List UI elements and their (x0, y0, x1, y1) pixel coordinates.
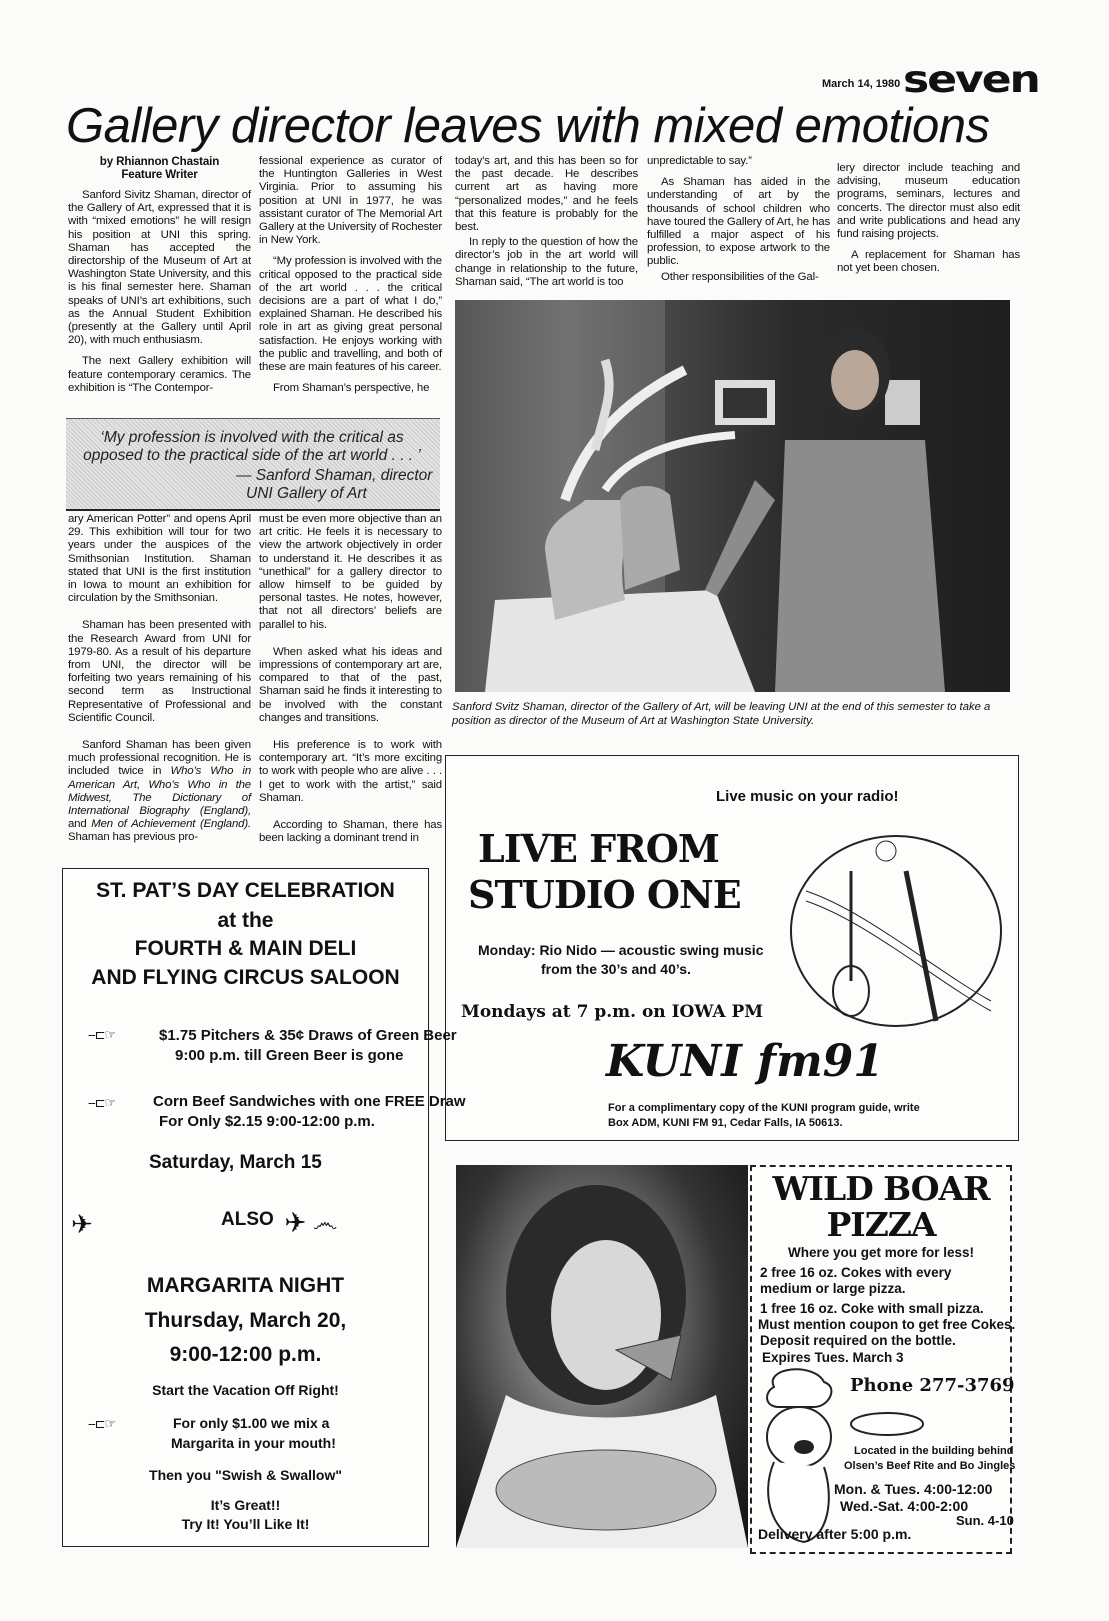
broadcast-schedule: Mondays at 7 p.m. on IOWA PM (461, 1002, 764, 1022)
pointing-hand-icon: --⊏☞ (88, 1095, 116, 1110)
program-line-1: Monday: Rio Nido — acoustic swing music (478, 942, 764, 958)
book-title: Men of Achievement (England). (91, 818, 251, 831)
book-titles: Who’s Who in American Art, Who’s Who in the Midwest, The Dictionary of International Biography (England), (68, 765, 252, 818)
phone-number: Phone 277-3769 (850, 1375, 1015, 1396)
st-pats-day-ad (62, 868, 466, 1547)
also-label: ALSO (221, 1209, 274, 1230)
paragraph: must be even more objective than an art critic. He feels it is necessary to view the artwork objectively in order to understand it. He describes it as “unethical” for a gallery director to allow himself to be guided by personal tastes. He notes, however, that not all directors’ beliefs are parallel to his. (259, 513, 442, 631)
pointing-hand-icon: --⊏☞ (88, 1416, 116, 1431)
article-column-2-continued (259, 513, 442, 853)
wild-boar-pizza-ad (750, 1165, 1016, 1554)
hours-mon-tue: Mon. & Tues. 4:00-12:00 (834, 1481, 993, 1497)
offer-2: 1 free 16 oz. Coke with small pizza. (760, 1301, 984, 1316)
musicians-illustration (786, 831, 1006, 1031)
paragraph: The next Gallery exhibition will feature contemporary ceramics. The exhibition is “The Contempor- (68, 355, 251, 394)
chef-pig-illustration (754, 1367, 854, 1547)
article-column-1 (68, 155, 251, 403)
paragraph: today’s art, and this has been so for the past decade. He describes current art as having more “personalized modes,” and he feels that this feature is probably for the best. (455, 155, 638, 234)
photo-caption: Sanford Svitz Shaman, director of the Gallery of Art, will be leaving UNI at the end of this semester to take a position as director of the Museum of Art at Washington State University. (452, 701, 991, 727)
event-title-at: at the (217, 909, 274, 932)
article-column-4 (647, 155, 830, 292)
paragraph: When asked what his ideas and impressions of contemporary art are, compared to that of the past, Shaman said he finds it interesting to be involved with the constant changes and transitions. (259, 645, 442, 724)
text: Shaman has previous pro- (68, 831, 198, 844)
hours-sun: Sun. 4-10 (956, 1513, 1014, 1528)
text: Sanford Shaman has been given much professional recognition. He is included twice in (68, 739, 251, 778)
pull-quote-affiliation: UNI Gallery of Art (246, 485, 367, 502)
location-line-2: Olsen’s Beef Rite and Bo Jingles (844, 1460, 1016, 1472)
paragraph: ary American Potter” and opens April 29. This exhibition will tour for two years under the auspices of the Smithsonian Institution. Shaman stated that UNI is the first institution in Iowa to mount an exhibition for circulation by the Smithsonian. (68, 513, 251, 605)
paragraph: Sanford Sivitz Shaman, director of the Gallery of Art, expressed that it is with “mixed emotions” he will resign his position at UNI this spring. Shaman has accepted the directorship of the Museum of Art at Washington State University, and this is his final semester here. Shaman speaks of UNI’s art exhibitions, such as the Annual Student Exhibition (presently at the Gallery until April 20), with much enthusiasm. (68, 189, 251, 347)
paragraph: From Shaman’s perspective, he (273, 382, 430, 395)
article-photo (455, 300, 1010, 692)
paragraph: In reply to the question of how the director’s job in the art world will change in relationship to the future, Shaman said, “The art world is too (455, 236, 638, 288)
paragraph: A replacement for Shaman has not yet been chosen. (837, 249, 1020, 275)
try-it: Try It! You’ll Like It! (181, 1516, 310, 1532)
article-column-3 (455, 155, 638, 297)
venue-line-1: FOURTH & MAIN DELI (134, 937, 357, 960)
woman-eating-pizza-image (456, 1165, 748, 1548)
paragraph: His preference is to work with contemporary art. “It’s more exciting to work with people who are alive . . . I get to work with the artist,” said Shaman. (259, 739, 442, 804)
photo-illustration (455, 300, 1010, 692)
its-great: It’s Great!! (210, 1497, 281, 1513)
swish-line: Then you "Swish & Swallow" (149, 1467, 342, 1483)
station-name: KUNI fm91 (606, 1036, 884, 1087)
paragraph: unpredictable to say.” (647, 155, 752, 167)
offer-1: 2 free 16 oz. Cokes with every (760, 1265, 952, 1280)
expiry: Expires Tues. March 3 (762, 1350, 904, 1365)
date-2: Thursday, March 20, (144, 1309, 347, 1332)
deal-3: For only $1.00 we mix a (173, 1415, 330, 1431)
pizza-ad-photo (456, 1165, 748, 1548)
deal-1-time: 9:00 p.m. till Green Beer is gone (175, 1047, 404, 1064)
offer-1-line-2: medium or large pizza. (760, 1281, 906, 1296)
section-logo: seven (903, 58, 1039, 102)
article-column-1-continued (68, 513, 251, 853)
venue-line-2: AND FLYING CIRCUS SALOON (91, 966, 400, 989)
pull-quote-attribution: — Sanford Shaman, director (236, 467, 433, 484)
paragraph: Other responsibilities of the Gal- (661, 270, 819, 283)
deposit-note: Deposit required on the bottle. (760, 1333, 956, 1348)
ad-footer-line-2: Box ADM, KUNI FM 91, Cedar Falls, IA 50613. (608, 1117, 843, 1129)
pointing-hand-icon: --⊏☞ (88, 1027, 116, 1042)
headline: Gallery director leaves with mixed emotions (66, 99, 990, 153)
paragraph: Shaman has been presented with the Research Award from UNI for 1979-80. As a result of his departure from UNI, the director will be forfeiting two years remaining of his second term as Instructional Representative of Professional and Scientific Council. (68, 619, 251, 724)
pizza-icon (847, 1399, 927, 1439)
restaurant-name-line-1: WILD BOAR (772, 1169, 990, 1208)
restaurant-name-line-2: PIZZA (826, 1205, 936, 1244)
ad-title-line-1: LIVE FROM (478, 826, 719, 871)
vacation-slogan: Start the Vacation Off Right! (152, 1382, 339, 1398)
deal-3-line-2: Margarita in your mouth! (171, 1435, 336, 1451)
kuni-radio-ad (445, 755, 1019, 1141)
slogan: Where you get more for less! (787, 1245, 975, 1260)
issue-date: March 14, 1980 (822, 78, 901, 90)
event-2-title: MARGARITA NIGHT (146, 1274, 345, 1297)
paragraph: lery director include teaching and advising, museum education programs, seminars, lectures and concerts. The director must also edit and write publications and head any fund raising projects. (837, 162, 1020, 241)
delivery-note: Delivery after 5:00 p.m. (758, 1526, 912, 1542)
paragraph (68, 739, 251, 845)
paragraph: According to Shaman, there has been lacking a dominant trend in (259, 819, 442, 845)
deal-1: $1.75 Pitchers & 35¢ Draws of Green Beer (159, 1027, 457, 1044)
hours-wed-sat: Wed.-Sat. 4:00-2:00 (840, 1498, 969, 1514)
article-column-2 (259, 155, 442, 403)
time-2: 9:00-12:00 p.m. (169, 1343, 322, 1366)
ad-footer-line-1: For a complimentary copy of the KUNI program guide, write (608, 1102, 920, 1114)
ad-title-line-2: STUDIO ONE (468, 872, 741, 917)
deal-2-price: For Only $2.15 9:00-12:00 p.m. (159, 1113, 375, 1130)
byline-role: Feature Writer (121, 168, 198, 181)
offer-3: Must mention coupon to get free Cokes. (758, 1317, 1016, 1332)
text: and (68, 818, 92, 831)
paragraph: fessional experience as curator of the Huntington Galleries in West Virginia. Prior to assuming his position at UNI in 1977, he was assistant curator of The Memorial Art Gallery at the University of Rochester in New York. (259, 155, 442, 247)
location-line-1: Located in the building behind (854, 1445, 1014, 1457)
paragraph: “My profession is involved with the critical opposed to the practical side of the art world . . . the critical decisions are a part of what I do,” explained Shaman. He described his role in art as giving great personal satisfaction. He enjoys working with the public and travelling, and both of these are main features of his career. (259, 255, 442, 374)
byline-author: by Rhiannon Chastain (99, 155, 220, 168)
ad-tagline: Live music on your radio! (716, 788, 899, 805)
pull-quote (66, 418, 440, 511)
date-1: Saturday, March 15 (149, 1152, 322, 1173)
biplane-icon: ✈ ෴ (285, 1207, 338, 1237)
biplane-icon: ✈ (71, 1209, 93, 1239)
byline (68, 155, 251, 181)
program-line-2: from the 30’s and 40’s. (541, 961, 691, 977)
article-column-5 (837, 162, 1020, 284)
pull-quote-text: ‘My profession is involved with the critical as opposed to the practical side of the art world . . . ’ (83, 429, 421, 464)
deal-2: Corn Beef Sandwiches with one FREE Draw (153, 1093, 466, 1110)
paragraph: As Shaman has aided in the understanding of art by the thousands of school children who have toured the Gallery of Art, he has fulfilled a major aspect of his profession, to expose artwork to the public. (647, 176, 830, 268)
event-title: ST. PAT’S DAY CELEBRATION (96, 879, 395, 902)
